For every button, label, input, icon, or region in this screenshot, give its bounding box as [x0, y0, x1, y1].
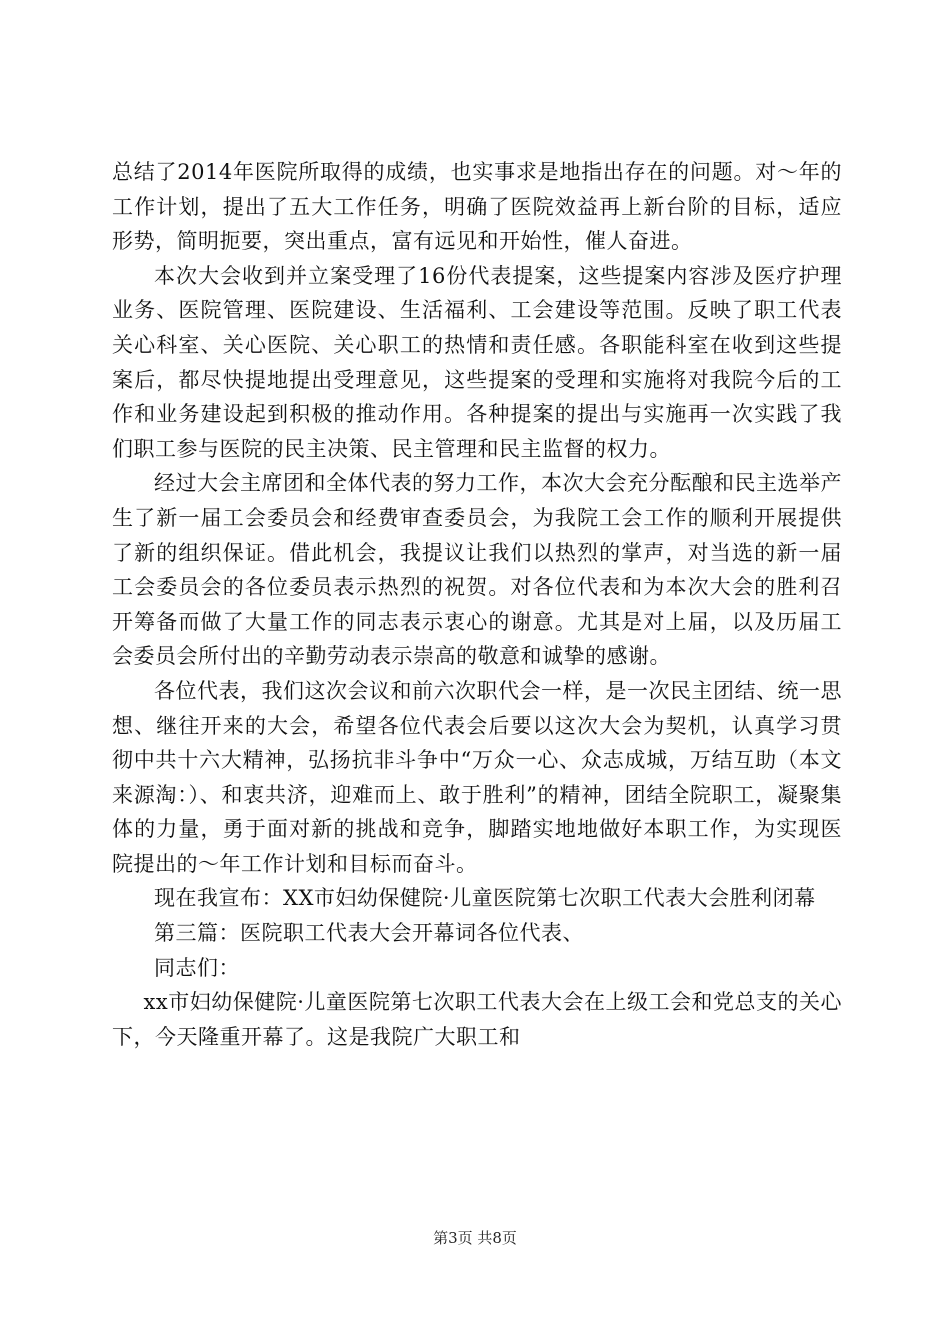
paragraph-continuation: 总结了2014年医院所取得的成绩，也实事求是地指出存在的问题。对～年的工作计划，提出了五大工作任务，明确了医院效益再上新台阶的目标，适应形势，简明扼要，突出重点，富有远见和开始性，催人奋进。: [112, 160, 842, 254]
salutation: 同志们：: [154, 955, 240, 980]
paragraph-declaration: 现在我宣布：XX市妇幼保健院·儿童医院第七次职工代表大会胜利闭幕: [154, 886, 816, 911]
paragraph-election: 经过大会主席团和全体代表的努力工作，本次大会充分酝酿和民主选举产生了新一届工会委员会和经费审查委员会，为我院工会工作的顺利开展提供了新的组织保证。借此机会，我提议让我们以热烈的掌声，对当选的新一届工会委员会的各位委员表示热烈的祝贺。对各位代表和为本次大会的胜利召开筹备而做了大量工作的同志表示衷心的谢意。尤其是对上届，以及历届工会委员会所付出的辛勤劳动表示崇高的敬意和诚挚的感谢。: [112, 471, 842, 669]
paragraph-proposals: 本次大会收到并立案受理了16份代表提案，这些提案内容涉及医疗护理业务、医院管理、医院建设、生活福利、工会建设等范围。反映了职工代表关心科室、关心医院、关心职工的热情和责任感。各职能科室在收到这些提案后，都尽快提地提出受理意见，这些提案的受理和实施将对我院今后的工作和业务建设起到积极的推动作用。各种提案的提出与实施再一次实践了我们职工参与医院的民主决策、民主管理和民主监督的权力。: [112, 263, 842, 461]
document-body: [112, 155, 842, 1054]
section-heading: 第三篇：医院职工代表大会开幕词各位代表、: [154, 921, 584, 946]
paragraph-opening: xx市妇幼保健院·儿童医院第七次职工代表大会在上级工会和党总支的关心下，今天隆重开幕了。这是我院广大职工和: [112, 990, 842, 1049]
paragraph-closing-hope: 各位代表，我们这次会议和前六次职代会一样，是一次民主团结、统一思想、继往开来的大会，希望各位代表会后要以这次大会为契机，认真学习贯彻中共十六大精神，弘扬抗非斗争中“万众一心、众志成城，万结互助（本文来源淘：）、和衷共济，迎难而上、敢于胜利”的精神，团结全院职工，凝聚集体的力量，勇于面对新的挑战和竞争，脚踏实地地做好本职工作，为实现医院提出的～年工作计划和目标而奋斗。: [112, 678, 842, 876]
page-footer: [0, 1228, 950, 1248]
page-number: 第3页 共8页: [433, 1229, 517, 1247]
